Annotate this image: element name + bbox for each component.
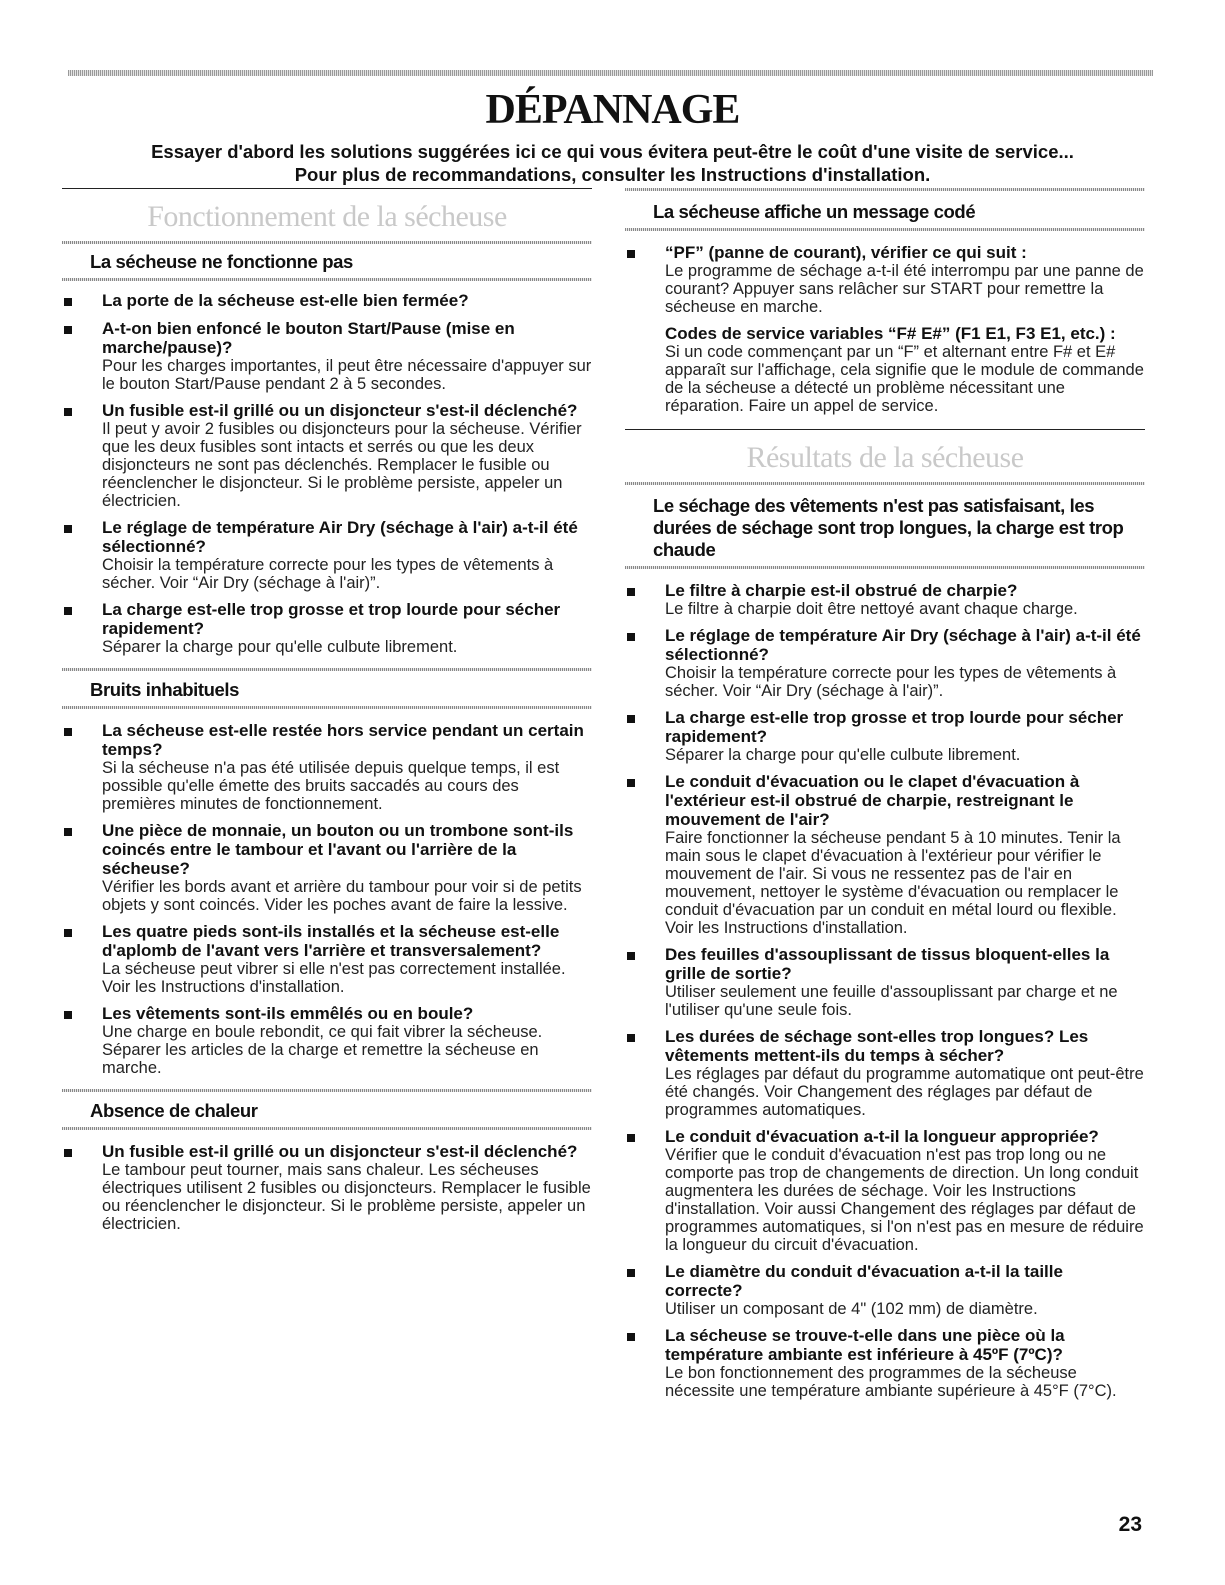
item-list [625,581,1145,1400]
item-question: Un fusible est-il grillé ou un disjoncteur s'est-il déclenché? [102,1142,578,1161]
item-answer: Une charge en boule rebondit, ce qui fait vibrer la sécheuse. Séparer les articles de la charge et remettre la sécheuse en marche. [102,1023,543,1077]
subheading: La sécheuse affiche un message codé [653,201,976,222]
item-question: “PF” (panne de courant), vérifier ce qui suit : [665,243,1027,262]
bullet-icon [64,1149,72,1157]
subtitle-line-1: Essayer d'abord les solutions suggérées ici ce qui vous évitera peut-être le coût d'une visite de service... [151,141,1074,162]
item-answer: Utiliser un composant de 4" (102 mm) de diamètre. [665,1300,1038,1318]
item-question: Le filtre à charpie est-il obstrué de charpie? [665,581,1018,600]
item-answer: Le filtre à charpie doit être nettoyé avant chaque charge. [665,600,1078,618]
list-item [625,1127,1145,1254]
dotted-rule [625,482,1145,485]
list-item [625,1027,1145,1119]
item-answer: Faire fonctionner la sécheuse pendant 5 à 10 minutes. Tenir la main sous le clapet d'évacuation à l'extérieur pour vérifier le mouvement de l'air. Si vous ne ressentez pas de l'air en mouvement, nettoyer le système d'évacuation ou remplacer le conduit d'évacuation par un conduit en métal lourd ou flexible. Voir les Instructions d'installation. [665,829,1121,937]
list-item [62,821,592,914]
bullet-icon [64,728,72,736]
list-item [62,291,592,310]
bullet-icon [64,607,72,615]
list-item [62,721,592,813]
right-column [625,188,1145,1400]
item-answer: Si un code commençant par un “F” et alternant entre F# et E# apparaît sur l'affichage, cela signifie que le module de commande de la sécheuse a détecté un problème nécessitant une réparation. Faire un appel de service. [665,343,1144,415]
item-question: La sécheuse est-elle restée hors service pendant un certain temps? [102,721,584,759]
item-question: Le diamètre du conduit d'évacuation a-t-il la taille correcte? [665,1262,1063,1300]
item-answer: Le tambour peut tourner, mais sans chaleur. Les sécheuses électriques utilisent 2 fusibles ou disjoncteurs. Remplacer le fusible ou réenclencher le disjoncteur. Si le problème persiste, appeler un électricien. [102,1161,591,1233]
item-answer: La sécheuse peut vibrer si elle n'est pas correctement installée. Voir les Instructions d'installation. [102,960,566,996]
item-question: A-t-on bien enfoncé le bouton Start/Pause (mise en marche/pause)? [102,319,515,357]
item-question: La charge est-elle trop grosse et trop lourde pour sécher rapidement? [665,708,1124,746]
item-question: Une pièce de monnaie, un bouton ou un trombone sont-ils coincés entre le tambour et l'avant ou l'arrière de la sécheuse? [102,821,574,878]
bullet-icon [64,929,72,937]
item-answer: Vérifier que le conduit d'évacuation n'est pas trop long ou ne comporte pas trop de changements de direction. Un long conduit augmentera les durées de séchage. Voir les Instructions d'installation. Voir aussi Changement des réglages par défaut de programmes automatiques, si l'on n'est pas en mesure de réduire la longueur du circuit d'évacuation. [665,1146,1144,1254]
bullet-icon [64,408,72,416]
list-item [625,1326,1145,1400]
list-item [62,1004,592,1077]
list-item [625,945,1145,1019]
dotted-rule [62,1089,592,1092]
item-answer: Choisir la température correcte pour les types de vêtements à sécher. Voir “Air Dry (séchage à l'air)”. [665,664,1117,700]
item-list [62,721,592,1077]
bullet-icon [64,1011,72,1019]
list-item [625,243,1145,415]
list-item [625,1262,1145,1318]
list-item [62,319,592,393]
subheading: Bruits inhabituels [90,679,240,700]
bullet-icon [627,779,635,787]
item-question: Un fusible est-il grillé ou un disjoncteur s'est-il déclenché? [102,401,578,420]
subheading: La sécheuse ne fonctionne pas [90,251,353,272]
page-subtitle [100,140,1125,186]
dotted-rule [62,278,592,281]
item-answer: Utiliser seulement une feuille d'assouplissant par charge et ne l'utiliser qu'une seule fois. [665,983,1118,1019]
item-answer: Le bon fonctionnement des programmes de la sécheuse nécessite une température ambiante supérieure à 45°F (7°C). [665,1364,1117,1400]
list-item [625,581,1145,618]
item-answer: Choisir la température correcte pour les types de vêtements à sécher. Voir “Air Dry (séchage à l'air)”. [102,556,554,592]
item-answer: Les réglages par défaut du programme automatique ont peut-être été changés. Voir Changement des réglages par défaut de programmes automatiques. [665,1065,1144,1119]
item-list [62,1142,592,1233]
section-rule [625,429,1145,430]
item-question: Les durées de séchage sont-elles trop longues? Les vêtements mettent-ils du temps à sécher? [665,1027,1089,1065]
item-question: Le réglage de température Air Dry (séchage à l'air) a-t-il été sélectionné? [102,518,578,556]
list-item [625,772,1145,937]
bullet-icon [64,326,72,334]
subtitle-line-2: Pour plus de recommandations, consulter les Instructions d'installation. [294,164,931,185]
page-number: 23 [1118,1513,1142,1536]
list-item [62,922,592,996]
list-item [625,626,1145,700]
list-item [62,1142,592,1233]
bullet-icon [627,588,635,596]
item-question: Codes de service variables “F# E#” (F1 E1, F3 E1, etc.) : [665,324,1116,343]
list-item [62,600,592,656]
item-answer: Si la sécheuse n'a pas été utilisée depuis quelque temps, il est possible qu'elle émette des bruits saccadés au cours des premières minutes de fonctionnement. [102,759,560,813]
item-question: Les quatre pieds sont-ils installés et la sécheuse est-elle d'aplomb de l'avant vers l'arrière et transversalement? [102,922,560,960]
left-column [62,188,592,1233]
item-question: Les vêtements sont-ils emmêlés ou en boule? [102,1004,474,1023]
item-list [62,291,592,656]
subheading: Le séchage des vêtements n'est pas satisfaisant, les durées de séchage sont trop longues, la charge est trop chaude [653,495,1124,560]
bullet-icon [64,298,72,306]
item-question: La porte de la sécheuse est-elle bien fermée? [102,291,469,310]
list-item [62,401,592,510]
item-answer: Pour les charges importantes, il peut être nécessaire d'appuyer sur le bouton Start/Pause pendant 2 à 5 secondes. [102,357,592,393]
section-title-operation: Fonctionnement de la sécheuse [147,200,507,233]
dotted-rule [62,668,592,671]
item-question: Le réglage de température Air Dry (séchage à l'air) a-t-il été sélectionné? [665,626,1141,664]
dotted-rule [625,566,1145,569]
item-question: Le conduit d'évacuation a-t-il la longueur appropriée? [665,1127,1099,1146]
item-answer: Vérifier les bords avant et arrière du tambour pour voir si de petits objets y sont coincés. Vider les poches avant de faire la lessive. [102,878,582,914]
bullet-icon [627,952,635,960]
subheading: Absence de chaleur [90,1100,258,1121]
item-list [625,243,1145,415]
list-item [62,518,592,592]
item-question: La charge est-elle trop grosse et trop lourde pour sécher rapidement? [102,600,561,638]
dotted-rule [62,706,592,709]
top-dotted-rule [68,70,1153,76]
dotted-rule [62,241,592,244]
bullet-icon [627,1034,635,1042]
dotted-rule [625,188,1145,191]
bullet-icon [627,633,635,641]
item-question: Le conduit d'évacuation ou le clapet d'évacuation à l'extérieur est-il obstrué de charpie, restreignant le mouvement de l'air? [665,772,1080,829]
item-question: La sécheuse se trouve-t-elle dans une pièce où la température ambiante est inférieure à 45ºF (7ºC)? [665,1326,1065,1364]
bullet-icon [627,715,635,723]
section-title-results: Résultats de la sécheuse [746,441,1024,474]
dotted-rule [62,1127,592,1130]
item-answer: Le programme de séchage a-t-il été interrompu par une panne de courant? Appuyer sans relâcher sur START pour remettre la sécheuse en marche. [665,262,1144,316]
bullet-icon [627,1333,635,1341]
bullet-icon [627,1269,635,1277]
item-question: Des feuilles d'assouplissant de tissus bloquent-elles la grille de sortie? [665,945,1110,983]
item-answer: Séparer la charge pour qu'elle culbute librement. [665,746,1021,764]
page-title: DÉPANNAGE [485,87,740,133]
item-answer: Séparer la charge pour qu'elle culbute librement. [102,638,458,656]
list-item [625,708,1145,764]
bullet-icon [64,828,72,836]
item-answer: Il peut y avoir 2 fusibles ou disjoncteurs pour la sécheuse. Vérifier que les deux fusibles sont intacts et serrés ou que les deux disjoncteurs ne sont pas déclenchés. Remplacer le fusible ou réenclencher le disjoncteur. Si le problème persiste, appeler un électricien. [102,420,582,510]
bullet-icon [627,250,635,258]
bullet-icon [627,1134,635,1142]
section-rule [62,188,592,189]
dotted-rule [625,228,1145,231]
bullet-icon [64,525,72,533]
